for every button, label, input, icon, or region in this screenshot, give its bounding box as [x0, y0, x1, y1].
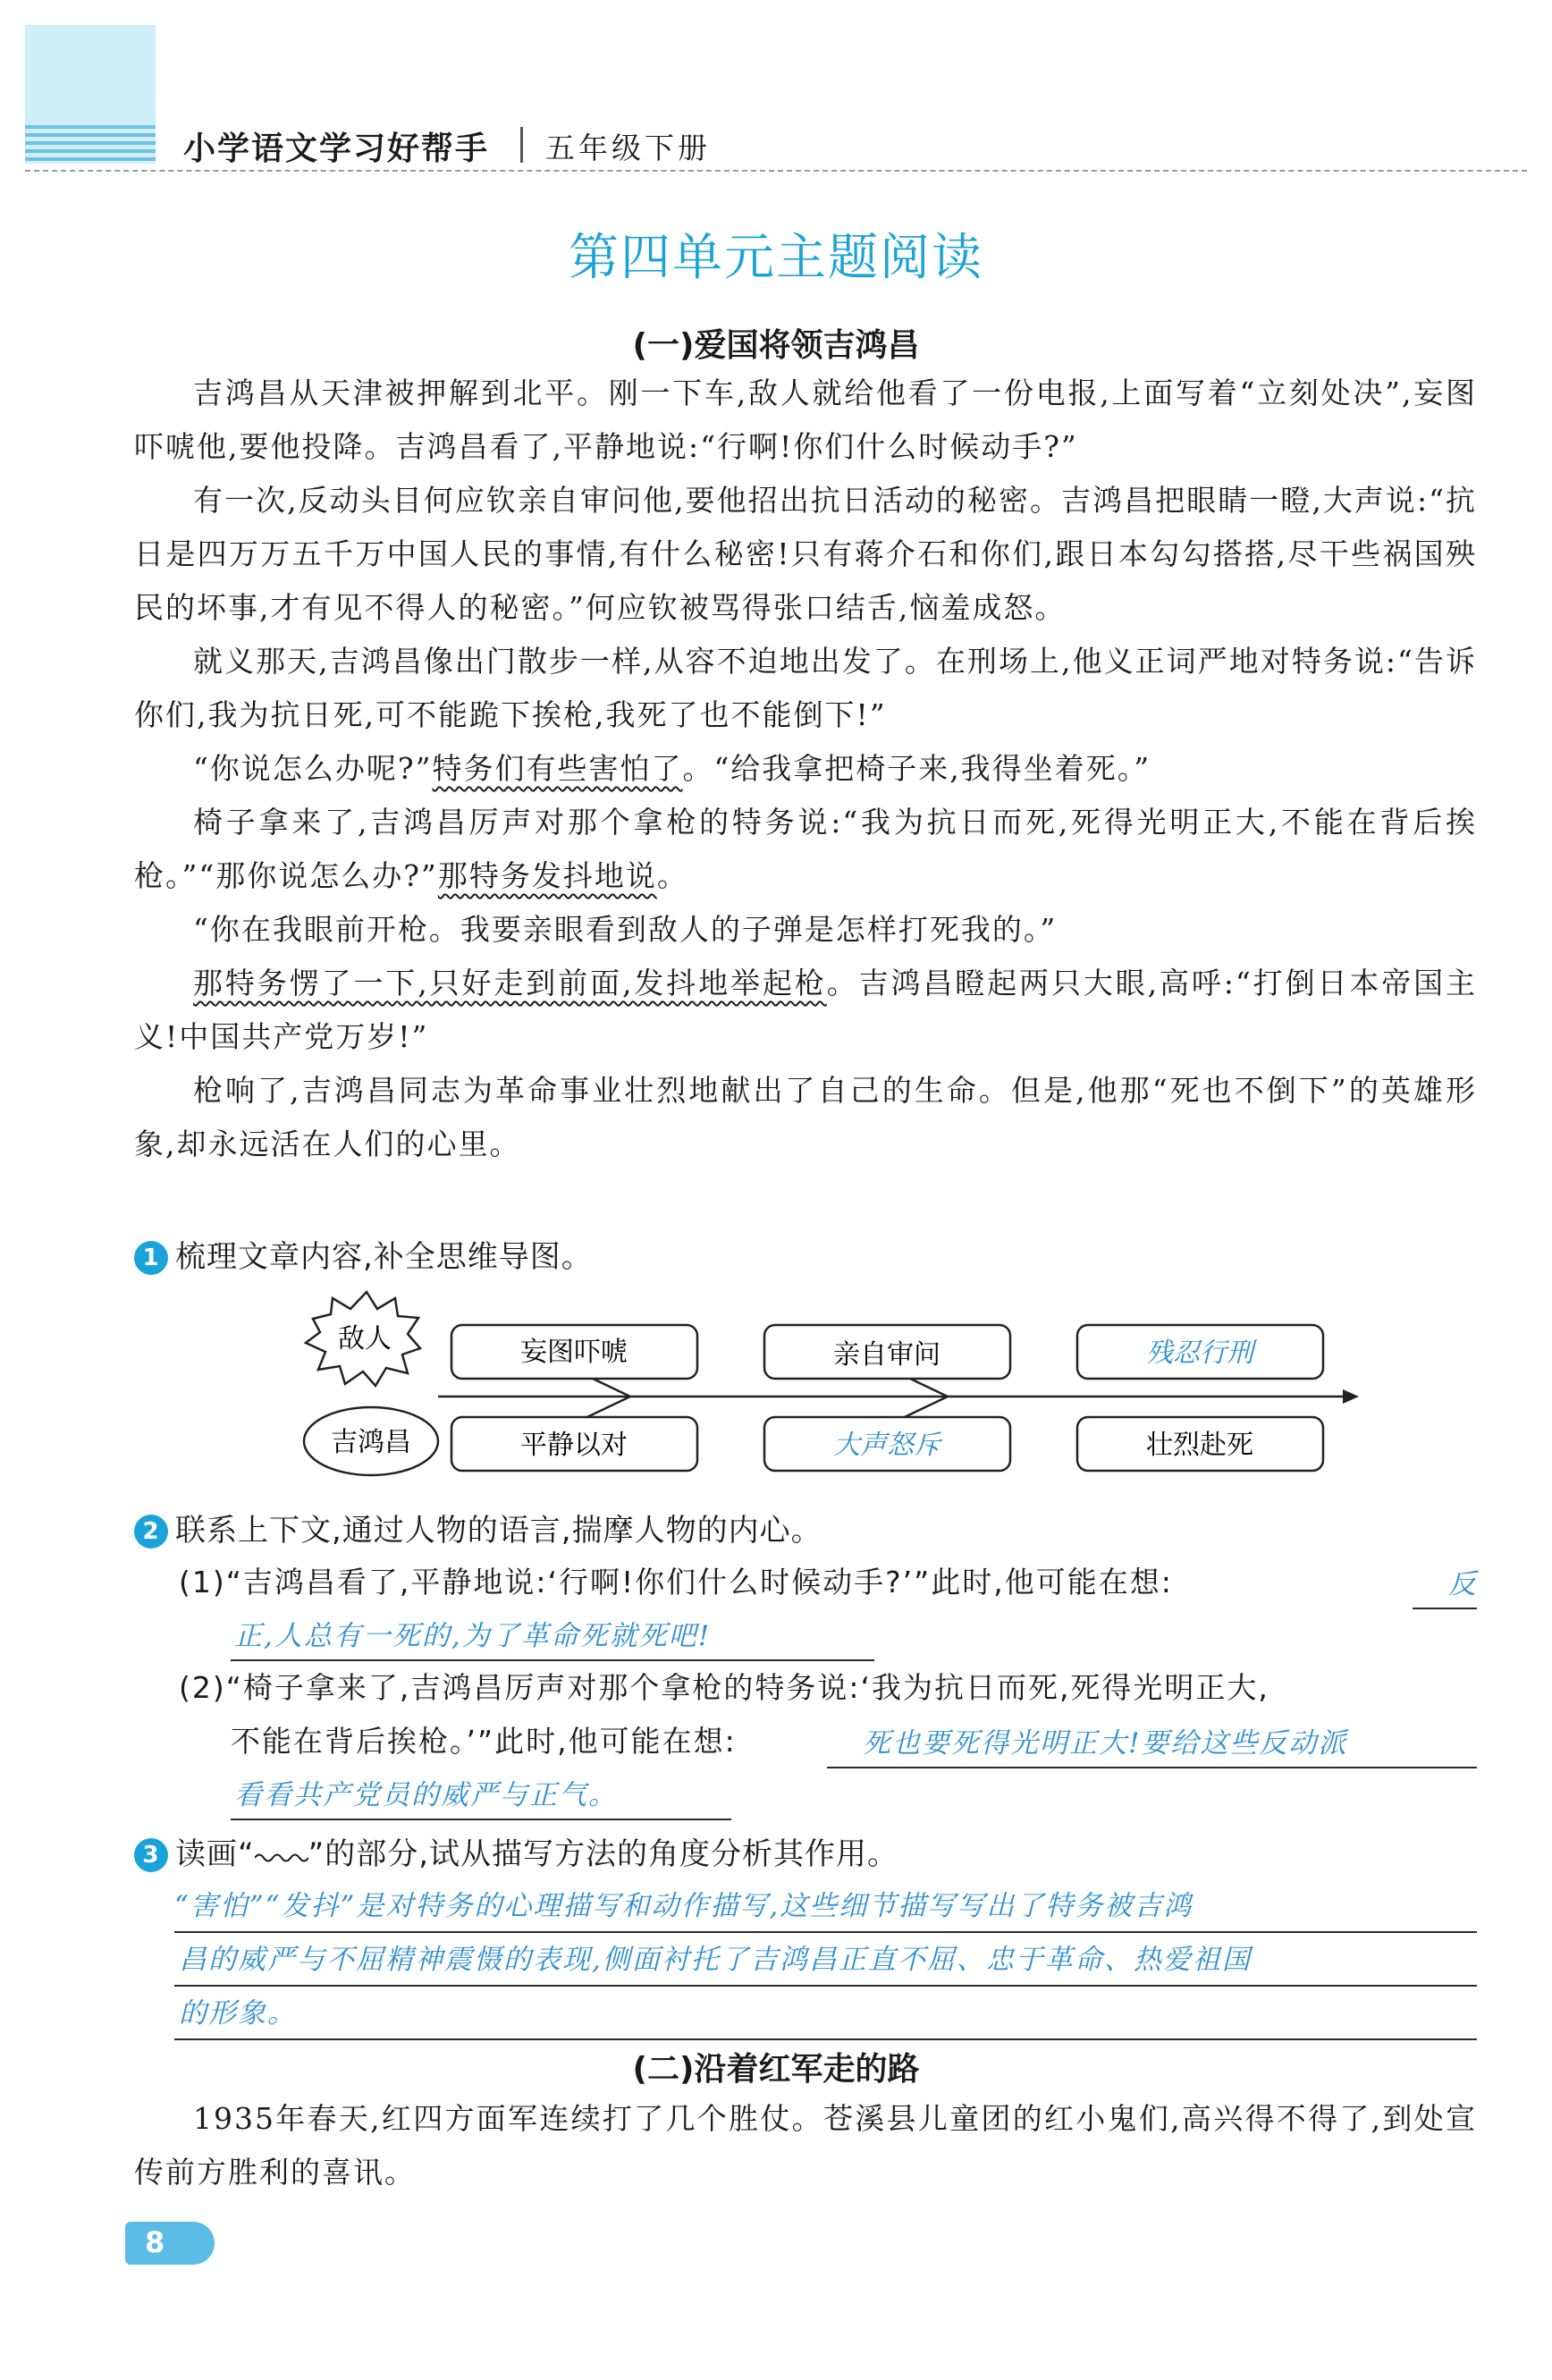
- answer-text: 看看共产党员的威严与正气。: [234, 1779, 618, 1811]
- book-title: 小学语文学习好帮手: [183, 131, 490, 167]
- text-span: 。“给我拿把椅子来,我得坐着死。”: [682, 751, 1151, 786]
- wavy-line-icon: [255, 1850, 308, 1862]
- answer-text: 正,人总有一死的,为了革命死就死吧!: [234, 1620, 712, 1652]
- question-number-badge: 3: [134, 1838, 168, 1872]
- unit-title: 第四单元主题阅读: [569, 229, 983, 287]
- answer-node-text: 残忍行刑: [1146, 1338, 1253, 1369]
- node-text: 壮烈赴死: [1146, 1430, 1253, 1461]
- answer-line: [1413, 1608, 1477, 1609]
- grade-label: 五年级下册: [545, 131, 711, 165]
- section1-title: (一)爱国将领吉鸿昌: [632, 327, 920, 364]
- paragraph: [134, 796, 1477, 903]
- node-text: 妄图吓唬: [520, 1337, 628, 1368]
- sub-question-text: (1)“吉鸿昌看了,平静地说:‘行啊!你们什么时候动手?’”此时,他可能在想:: [179, 1565, 1173, 1599]
- header-separator: [520, 127, 523, 163]
- paragraph: 就义那天,吉鸿昌像出门散步一样,从容不迫地出发了。在刑场上,他义正词严地对特务说:“告诉你们,我为抗日死,可不能跪下挨枪,我死了也不能倒下!”: [134, 644, 1477, 732]
- text-span: 椅子拿来了,吉鸿昌厉声对那个拿枪的特务说:“我为抗日而死,死得光明正大,不能在背后挨枪。”“那你说怎么办?”: [134, 805, 1477, 893]
- mind-map: [295, 1287, 1386, 1502]
- paragraph: [134, 742, 1477, 796]
- question-number-badge: 1: [134, 1241, 168, 1275]
- text-span: “你说怎么办呢?”: [193, 751, 433, 786]
- question-2: [134, 1506, 822, 1549]
- header-stripes: [25, 125, 156, 161]
- page-number-badge: [125, 2222, 215, 2265]
- answer-text: 昌的威严与不屈精神震慑的表现,侧面衬托了吉鸿昌正直不屈、忠于革命、热爱祖国: [179, 1944, 1252, 1976]
- paragraph: [134, 957, 1477, 1064]
- question-text: ”的部分,试从描写方法的角度分析其作用。: [308, 1836, 899, 1872]
- answer-line: [827, 1767, 1477, 1768]
- sub-question-2: [179, 1661, 1269, 1715]
- answer-text: “害怕”“发抖”是对特务的心理描写和动作描写,这些细节描写写出了特务被吉鸿: [174, 1890, 1194, 1922]
- answer-text: 死也要死得光明正大!要给这些反动派: [863, 1727, 1348, 1760]
- sub-question-text: (2)“椅子拿来了,吉鸿昌厉声对那个拿枪的特务说:‘我为抗日而死,死得光明正大,: [179, 1670, 1269, 1705]
- paragraph: “你在我眼前开枪。我要亲眼看到敌人的子弹是怎样打死我的。”: [193, 912, 1058, 947]
- wavy-underlined-text: 特务们有些害怕了: [432, 751, 683, 786]
- answer-line: [174, 2038, 1477, 2040]
- page-number: 8: [145, 2225, 165, 2259]
- question-number-badge: 2: [134, 1515, 168, 1549]
- question-1: [134, 1232, 593, 1276]
- header-divider: [25, 170, 1527, 172]
- arrow-head: [1343, 1389, 1359, 1404]
- answer-line: [174, 1985, 1477, 1987]
- paragraph: 枪响了,吉鸿昌同志为革命事业壮烈地献出了自己的生命。但是,他那“死也不倒下”的英雄形象,却永远活在人们的心里。: [134, 1073, 1477, 1161]
- question-text: 梳理文章内容,补全思维导图。: [175, 1239, 593, 1275]
- text-span: 。: [656, 858, 688, 893]
- section2-passage: [134, 2092, 1477, 2199]
- hero-label: 吉鸿昌: [331, 1427, 411, 1458]
- answer-node-text: 大声怒斥: [833, 1430, 940, 1461]
- question-text: 读画“: [175, 1836, 255, 1872]
- node-text: 亲自审问: [833, 1339, 940, 1371]
- paragraph: 吉鸿昌从天津被押解到北平。刚一下车,敌人就给他看了一份电报,上面写着“立刻处决”,妄图吓唬他,要他投降。吉鸿昌看了,平静地说:“行啊!你们什么时候动手?”: [134, 376, 1477, 464]
- section2-title: (二)沿着红军走的路: [632, 2051, 920, 2088]
- section1-passage: [134, 367, 1477, 1171]
- wavy-underlined-text: 那特务发抖地说: [437, 858, 657, 893]
- question-3: [134, 1829, 898, 1873]
- node-text: 平静以对: [520, 1430, 628, 1461]
- enemy-label: 敌人: [338, 1323, 392, 1355]
- sub-question-2-cont: [231, 1715, 737, 1768]
- sub-question-1: [179, 1556, 1173, 1609]
- question-text: 联系上下文,通过人物的语言,揣摩人物的内心。: [175, 1513, 822, 1549]
- paragraph: 1935年春天,红四方面军连续打了几个胜仗。苍溪县儿童团的红小鬼们,高兴得不得了,到处宣传前方胜利的喜讯。: [134, 2101, 1477, 2190]
- answer-text: 的形象。: [179, 1997, 297, 2030]
- paragraph: 有一次,反动头目何应钦亲自审问他,要他招出抗日活动的秘密。吉鸿昌把眼睛一瞪,大声说:“抗日是四万万五千万中国人民的事情,有什么秘密!只有蒋介石和你们,跟日本勾勾搭搭,尽干些祸国殃民的坏事,才有见不得人的秘密。”何应钦被骂得张口结舌,恼羞成怒。: [134, 483, 1477, 625]
- answer-line: [231, 1819, 731, 1820]
- answer-text: 反: [1448, 1568, 1478, 1600]
- text-span: 。吉鸿昌瞪起两只大眼,高呼:“打倒日本帝国主义!中国共产党万岁!”: [134, 966, 1478, 1054]
- sub-question-text: 不能在背后挨枪。’”此时,他可能在想:: [231, 1724, 737, 1759]
- wavy-underlined-text: 那特务愣了一下,只好走到前面,发抖地举起枪: [193, 966, 827, 1000]
